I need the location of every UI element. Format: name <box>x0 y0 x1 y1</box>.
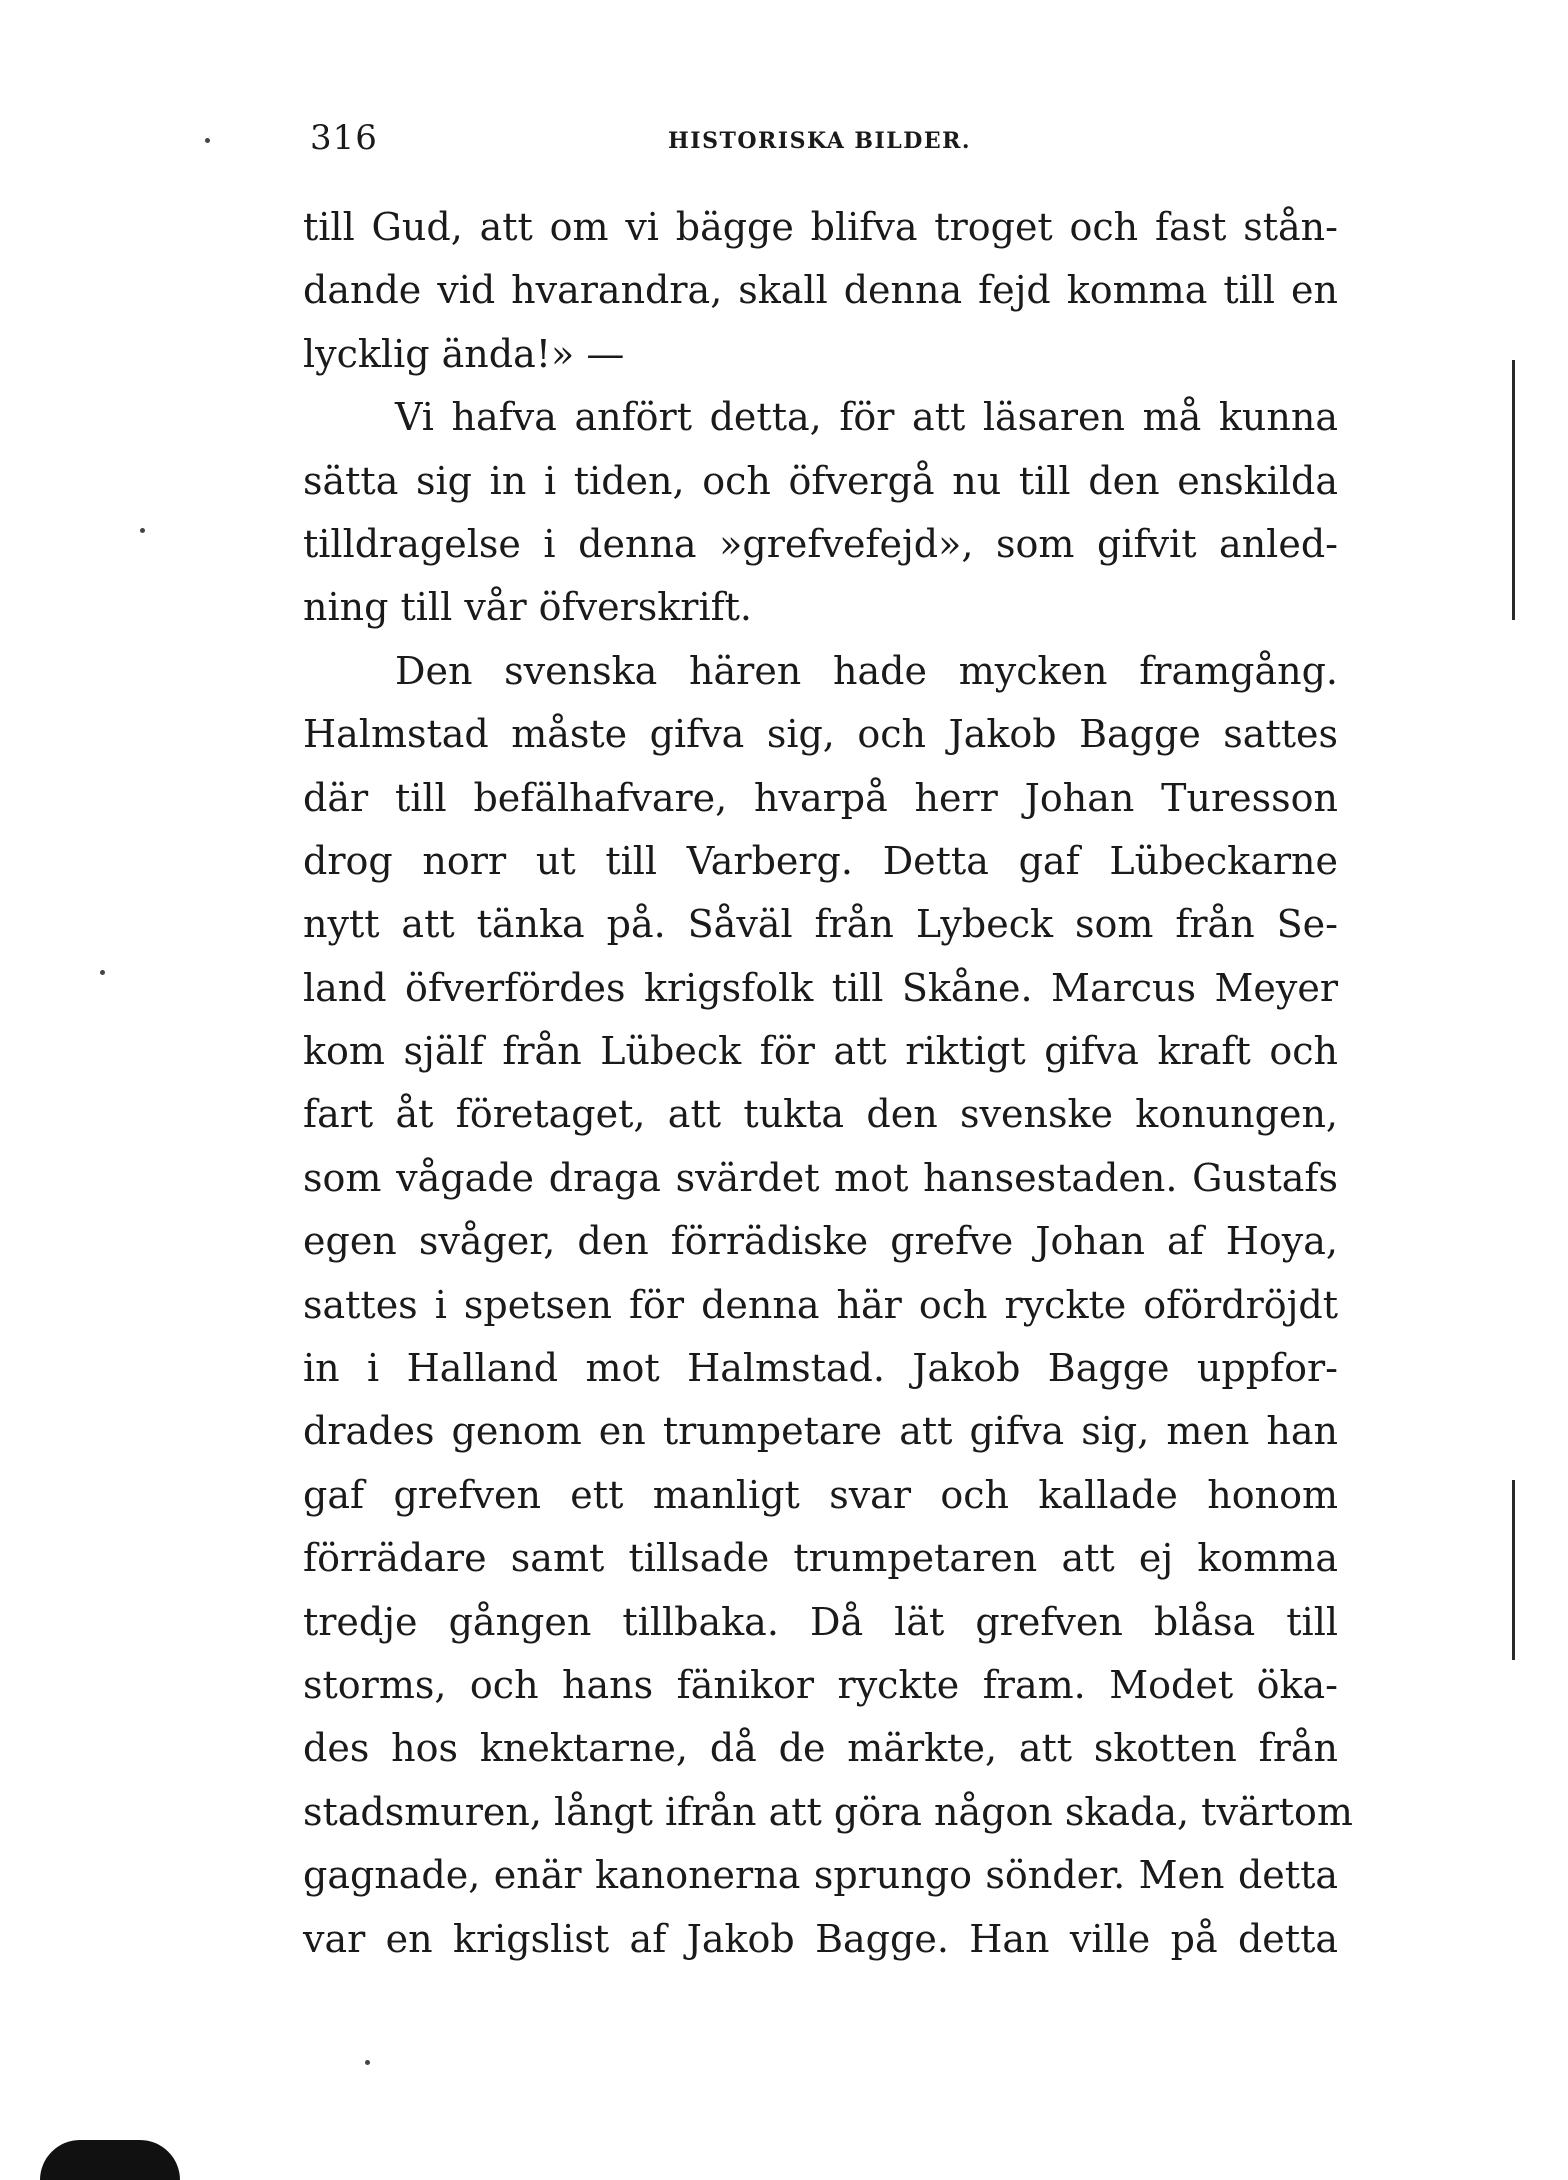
text-line: gagnade, enär kanonerna sprungo sönder. Men detta <box>303 1853 1338 1898</box>
text-line: som vågade draga svärdet mot hansestaden. Gustafs <box>303 1155 1338 1200</box>
text-line: sätta sig in i tiden, och öfvergå nu till den enskilda <box>303 458 1338 503</box>
body-text <box>303 196 1353 1971</box>
text-line: des hos knektarne, då de märkte, att skotten från <box>303 1726 1338 1771</box>
text-line: storms, och hans fänikor ryckte fram. Modet öka- <box>303 1662 1338 1707</box>
text-line: drades genom en trumpetare att gifva sig, men han <box>303 1409 1338 1454</box>
text-line: fart åt företaget, att tukta den svenske konungen, <box>303 1092 1338 1137</box>
text-line: till Gud, att om vi bägge blifva troget och fast stån- <box>303 205 1338 249</box>
text-line: Den svenska hären hade mycken framgång. <box>395 648 1338 693</box>
page-number: 316 <box>310 118 378 158</box>
text-line: dande vid hvarandra, skall denna fejd komma till en <box>303 268 1338 313</box>
text-line: var en krigslist af Jakob Bagge. Han ville på detta <box>303 1916 1338 1961</box>
text-line: Vi hafva anfört detta, för att läsaren må kunna <box>395 395 1338 440</box>
text-line: egen svåger, den förrädiske grefve Johan af Hoya, <box>303 1219 1338 1264</box>
text-line: land öfverfördes krigsfolk till Skåne. Marcus Meyer <box>303 965 1338 1010</box>
scan-edge-line <box>1512 1480 1515 1660</box>
text-line: gaf grefven ett manligt svar och kallade honom <box>303 1472 1338 1517</box>
scan-blot <box>40 2140 180 2180</box>
scan-edge-line <box>1512 360 1515 620</box>
text-line: drog norr ut till Varberg. Detta gaf Lübeckarne <box>303 838 1338 883</box>
text-line: nytt att tänka på. Såväl från Lybeck som från Se- <box>303 902 1338 947</box>
scan-speck <box>365 2060 370 2065</box>
text-line: kom själf från Lübeck för att riktigt gifva kraft och <box>303 1029 1338 1074</box>
scan-speck <box>205 138 210 143</box>
text-line: förrädare samt tillsade trumpetaren att ej komma <box>303 1536 1338 1581</box>
text-line: lycklig ända!» — <box>303 331 625 376</box>
text-line: ning till vår öfverskrift. <box>303 585 753 630</box>
text-line: sattes i spetsen för denna här och ryckte ofördröjdt <box>303 1282 1338 1327</box>
text-line: tilldragelse i denna »grefvefejd», som gifvit anled- <box>303 521 1338 566</box>
text-line: in i Halland mot Halmstad. Jakob Bagge uppfor- <box>303 1346 1338 1391</box>
scan-speck <box>140 528 145 533</box>
running-head: HISTORISKA BILDER. <box>668 128 972 154</box>
text-line: där till befälhafvare, hvarpå herr Johan Turesson <box>303 775 1338 820</box>
text-line: stadsmuren, långt ifrån att göra någon skada, tvärtom <box>303 1789 1353 1834</box>
scan-speck <box>100 970 105 975</box>
text-line: tredje gången tillbaka. Då lät grefven blåsa till <box>303 1599 1338 1644</box>
text-line: Halmstad måste gifva sig, och Jakob Bagge sattes <box>303 712 1338 757</box>
